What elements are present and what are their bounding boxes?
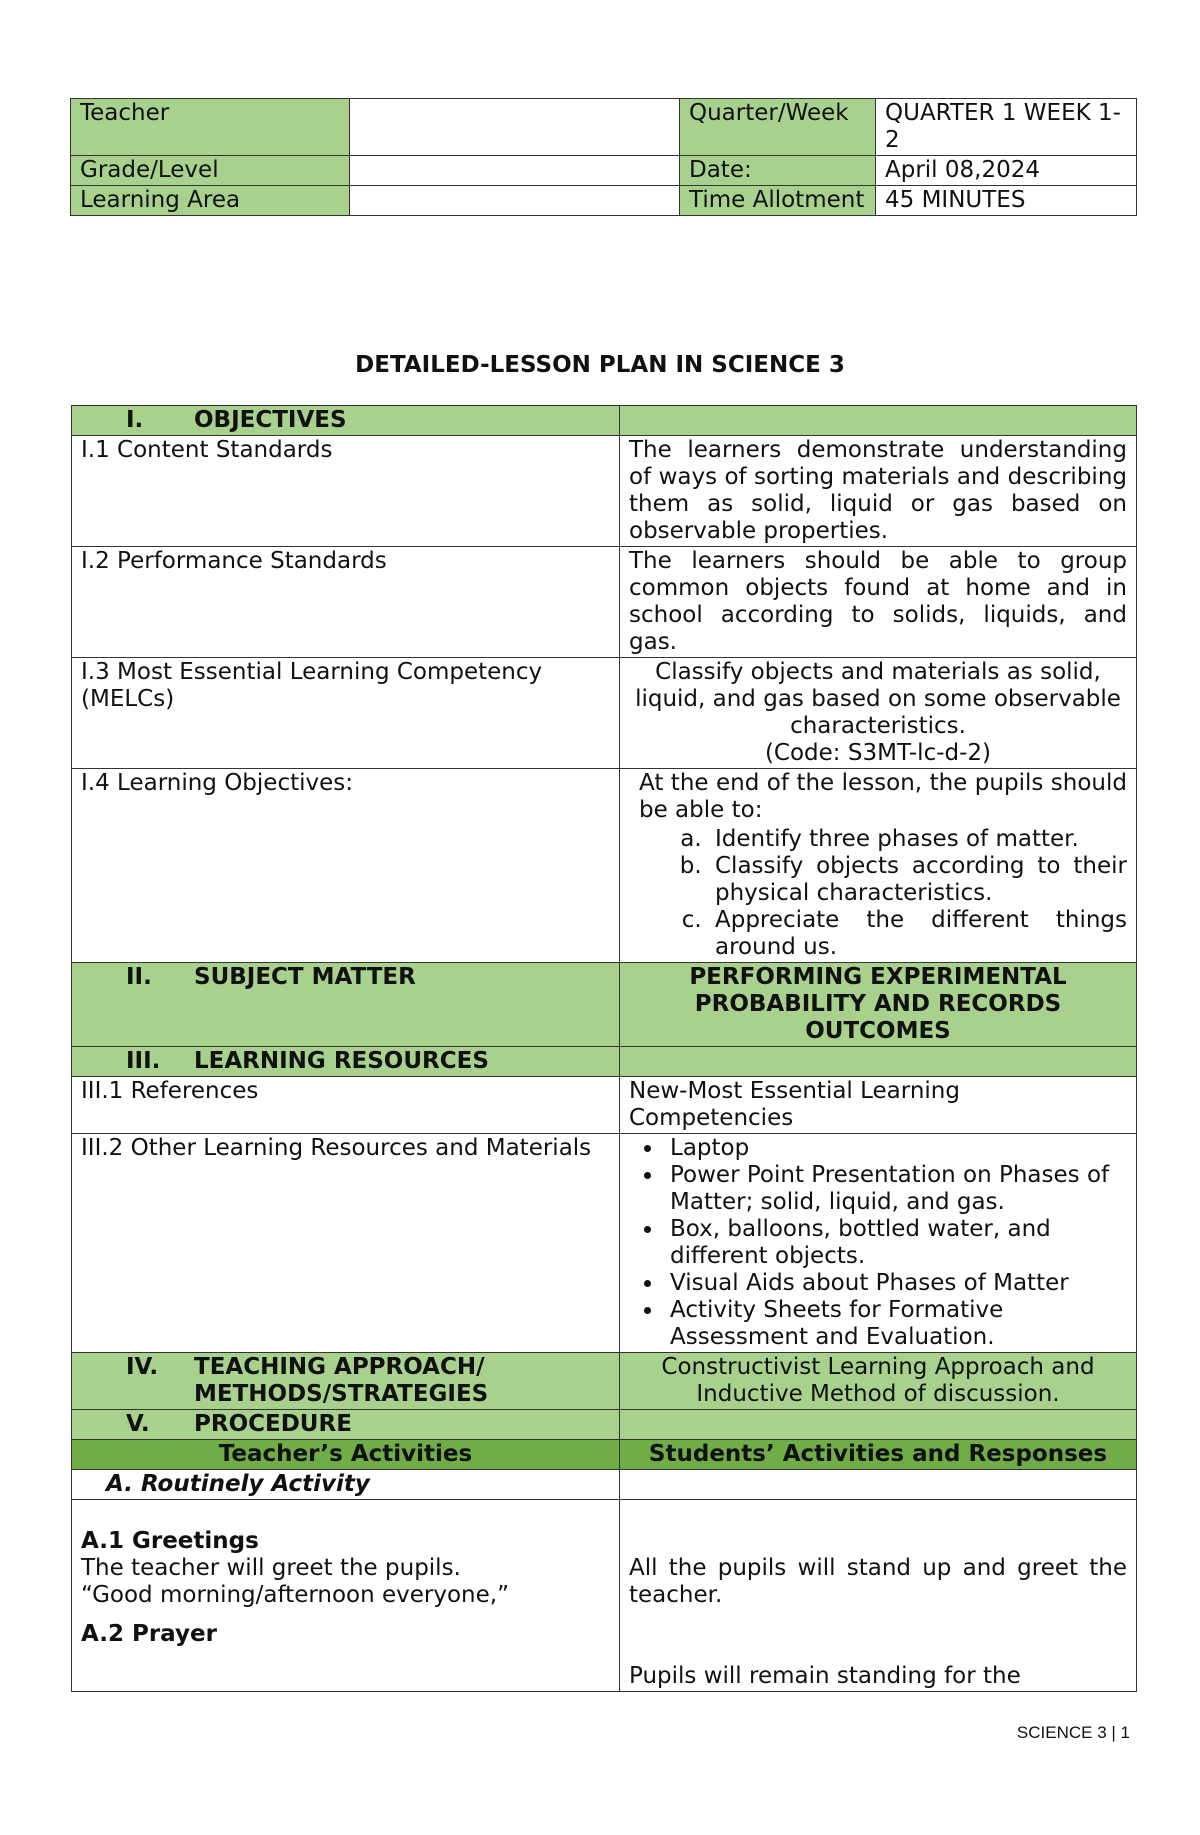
procedure-header <box>72 1410 620 1440</box>
other-resources-list <box>624 1135 1127 1351</box>
date-label: Date: <box>680 156 876 186</box>
approach-label-line1: TEACHING APPROACH/ <box>194 1354 485 1380</box>
routine-activity-blank <box>620 1470 1137 1500</box>
area-label: Learning Area <box>71 186 350 216</box>
other-resources-label: III.2 Other Learning Resources and Materials <box>72 1134 620 1353</box>
subject-numeral: II. <box>126 964 152 990</box>
other-resources-cell <box>620 1134 1137 1353</box>
student-greet-response: All the pupils will stand up and greet the teacher. <box>629 1555 1127 1608</box>
document-title: DETAILED-LESSON PLAN IN SCIENCE 3 <box>355 352 845 378</box>
content-standards-value: The learners demonstrate understanding of ways of sorting materials and describing them as solid, liquid or gas based on observable properties. <box>620 436 1137 547</box>
resources-numeral: III. <box>126 1048 161 1074</box>
resources-header <box>72 1047 620 1077</box>
learning-objectives-intro: At the end of the lesson, the pupils should be able to: <box>639 770 1127 823</box>
procedure-header-blank <box>620 1410 1137 1440</box>
content-standards-label: I.1 Content Standards <box>72 436 620 547</box>
list-item: • Power Point Presentation on Phases of Matter; solid, liquid, and gas. <box>664 1162 1127 1216</box>
procedure-label: PROCEDURE <box>194 1411 352 1437</box>
student-prayer-response: Pupils will remain standing for the <box>629 1663 1021 1689</box>
objectives-header-blank <box>620 406 1137 436</box>
prayer-title: A.2 Prayer <box>81 1621 217 1647</box>
resources-label: LEARNING RESOURCES <box>194 1048 489 1074</box>
list-item: c. Appreciate the different things around us. <box>709 907 1127 961</box>
learning-objectives-label: I.4 Learning Objectives: <box>72 769 620 963</box>
objectives-header <box>72 406 620 436</box>
grade-label: Grade/Level <box>71 156 350 186</box>
approach-numeral: IV. <box>126 1354 159 1380</box>
list-item: • Visual Aids about Phases of Matter <box>664 1270 1127 1297</box>
learning-objectives-list <box>639 826 1127 961</box>
lesson-info-table <box>70 98 1137 216</box>
teacher-activities-header: Teacher’s Activities <box>72 1440 620 1470</box>
list-item: b. Classify objects according to their physical characteristics. <box>709 853 1127 907</box>
list-item: • Laptop <box>664 1135 1127 1162</box>
subject-label: SUBJECT MATTER <box>194 964 416 990</box>
quarter-label: Quarter/Week <box>680 99 876 156</box>
melc-label: I.3 Most Essential Learning Competency (MELCs) <box>72 658 620 769</box>
teacher-value <box>350 99 680 156</box>
resources-header-blank <box>620 1047 1137 1077</box>
procedure-numeral: V. <box>126 1411 150 1437</box>
performance-standards-value: The learners should be able to group common objects found at home and in school according to solids, liquids, and gas. <box>620 547 1137 658</box>
melc-code: (Code: S3MT-lc-d-2) <box>764 740 992 766</box>
teacher-label: Teacher <box>71 99 350 156</box>
lesson-plan-table <box>71 405 1137 1692</box>
approach-header <box>72 1353 620 1410</box>
time-value: 45 MINUTES <box>876 186 1137 216</box>
objectives-numeral: I. <box>126 407 144 433</box>
subject-matter-value: PERFORMING EXPERIMENTAL PROBABILITY AND RECORDS OUTCOMES <box>620 963 1137 1047</box>
melc-value: Classify objects and materials as solid, liquid, and gas based on some observable characteristics. <box>635 659 1121 739</box>
page-footer: SCIENCE 3 | 1 <box>1016 1723 1130 1742</box>
subject-matter-header <box>72 963 620 1047</box>
grade-value <box>350 156 680 186</box>
greetings-line1: The teacher will greet the pupils. <box>81 1555 461 1581</box>
date-value: April 08,2024 <box>876 156 1137 186</box>
approach-label-line2: METHODS/STRATEGIES <box>194 1381 489 1407</box>
references-label: III.1 References <box>72 1077 620 1134</box>
learning-objectives-cell <box>620 769 1137 963</box>
quarter-value: QUARTER 1 WEEK 1-2 <box>876 99 1137 156</box>
greetings-line2: “Good morning/afternoon everyone,” <box>81 1582 510 1608</box>
melc-cell <box>620 658 1137 769</box>
references-value: New-Most Essential Learning Competencies <box>620 1077 1137 1134</box>
time-label: Time Allotment <box>680 186 876 216</box>
routine-activity-label: A. Routinely Activity <box>72 1470 620 1500</box>
objectives-label: OBJECTIVES <box>194 407 347 433</box>
greetings-title: A.1 Greetings <box>81 1528 259 1554</box>
approach-value: Constructivist Learning Approach and Inductive Method of discussion. <box>620 1353 1137 1410</box>
student-activities-header: Students’ Activities and Responses <box>620 1440 1137 1470</box>
area-value <box>350 186 680 216</box>
teacher-activities-cell <box>72 1500 620 1692</box>
list-item: a. Identify three phases of matter. <box>709 826 1127 853</box>
student-activities-cell <box>620 1500 1137 1692</box>
list-item: • Activity Sheets for Formative Assessment and Evaluation. <box>664 1297 1127 1351</box>
list-item: • Box, balloons, bottled water, and different objects. <box>664 1216 1127 1270</box>
performance-standards-label: I.2 Performance Standards <box>72 547 620 658</box>
